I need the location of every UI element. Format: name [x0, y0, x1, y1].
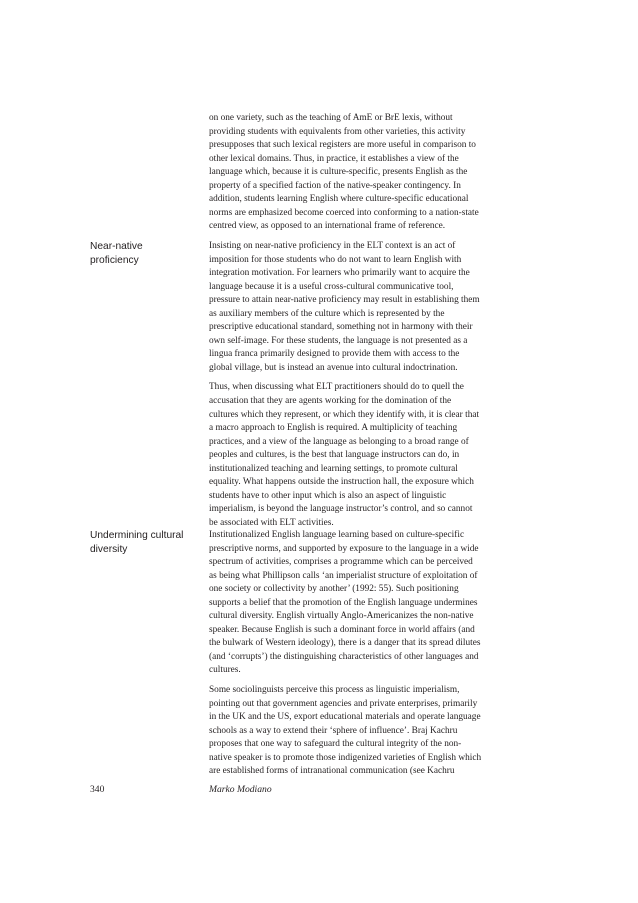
text-line: lingua franca primarily designed to provide them with access to the [209, 349, 460, 360]
text-line: (and ‘corrupts’) the distinguishing characteristics of other languages and [209, 651, 479, 662]
text-line: one society or collectivity by another’ (1992: 55). Such positioning [209, 584, 459, 595]
text-line: addition, students learning English where culture-specific educational [209, 194, 469, 205]
heading-line: Near-native [90, 241, 143, 252]
text-line: equality. What happens outside the instruction hall, the exposure which [209, 477, 474, 488]
text-line: proposes that one way to safeguard the cultural integrity of the non- [209, 739, 462, 750]
text-line: the bulwark of Western ideology), there is a danger that its spread dilutes [209, 638, 481, 649]
text-line: imposition for those students who do not want to learn English with [209, 254, 462, 265]
text-line: presupposes that such lexical registers are more useful in comparison to [209, 140, 476, 151]
text-line: supports a belief that the promotion of the English language undermines [209, 597, 478, 608]
text-line: Institutionalized English language learning based on culture-specific [209, 530, 465, 540]
text-line: pressure to attain near-native proficiency may result in establishing them [209, 295, 480, 306]
text-line: property of a specified faction of the native-speaker contingency. In [209, 180, 461, 191]
text-line: speaker. Because English is such a dominant force in world affairs (and [209, 624, 475, 635]
text-line: as auxiliary members of the culture which is represented by the [209, 308, 445, 319]
text-line: norms are emphasized become coerced into conforming to a nation-state [209, 207, 479, 218]
text-line: a macro approach to English is required. A multiplicity of teaching [209, 423, 458, 434]
text-line: native speaker is to promote those indigenized varieties of English which [209, 752, 482, 763]
text-line: Thus, when discussing what ELT practitioners should do to quell the [209, 382, 464, 393]
text-line: language because it is a useful cross-cultural communicative tool, [209, 281, 454, 292]
text-line: prescriptive norms, and supported by exposure to the language in a wide [209, 543, 479, 554]
running-author: Marko Modiano [209, 784, 272, 795]
body-paragraph [209, 684, 545, 779]
section-body-undermining-cultural-diversity [209, 529, 545, 779]
text-line: Some sociolinguists perceive this process as linguistic imperialism, [209, 685, 460, 696]
body-paragraph [209, 381, 545, 530]
text-line: accusation that they are agents working for the domination of the [209, 396, 452, 407]
text-line: students have to other input which is also an aspect of linguistic [209, 490, 447, 501]
text-line: global village, but is instead an avenue into cultural indoctrination. [209, 362, 458, 373]
body-paragraph [209, 529, 545, 678]
heading-line: proficiency [90, 255, 139, 267]
text-line: practices, and a view of the language as belonging to a broad range of [209, 436, 469, 447]
text-line: other lexical domains. Thus, in practice, it establishes a view of the [209, 153, 459, 164]
heading-line: diversity [90, 544, 128, 556]
text-line: as being what Phillipson calls ‘an imperialist structure of exploitation of [209, 570, 478, 581]
text-line: cultures which they represent, or which they identify with, it is clear that [209, 409, 480, 420]
text-line: schools as a way to extend their ‘sphere of influence’. Braj Kachru [209, 725, 458, 736]
text-line: peoples and cultures, is the best that language instructors can do, in [209, 450, 460, 461]
text-line: language which, because it is culture-specific, presents English as the [209, 167, 468, 178]
text-line: cultures. [209, 665, 241, 676]
text-line: pointing out that government agencies and private enterprises, primarily [209, 698, 478, 709]
body-paragraph [209, 240, 545, 375]
heading-line: Undermining cultural [90, 530, 184, 541]
text-line: cultural diversity. English virtually Anglo-Americanizes the non-native [209, 611, 474, 622]
text-line: providing students with equivalents from other varieties, this activity [209, 126, 466, 137]
text-line: centred view, as opposed to an international frame of reference. [209, 221, 446, 232]
text-line: imperialism, is beyond the language instructor’s control, and so cannot [209, 504, 473, 515]
continuation-paragraph [209, 112, 545, 234]
text-line: prescriptive educational standard, something not in harmony with their [209, 322, 473, 333]
text-line: be associated with ELT activities. [209, 517, 334, 528]
body-paragraph [209, 112, 545, 234]
section-heading-near-native-proficiency [90, 240, 205, 268]
text-line: institutionalized teaching and learning settings, to promote cultural [209, 463, 458, 474]
text-line: integration motivation. For learners who primarily want to acquire the [209, 268, 470, 279]
text-line: on one variety, such as the teaching of AmE or BrE lexis, without [209, 113, 453, 123]
text-line: spectrum of activities, comprises a programme which can be perceived [209, 557, 473, 568]
text-line: in the UK and the US, export educational materials and operate language [209, 712, 481, 723]
text-line: are established forms of intranational communication (see Kachru [209, 766, 455, 777]
section-heading-undermining-cultural-diversity [90, 529, 205, 557]
text-line: Insisting on near-native proficiency in the ELT context is an act of [209, 241, 456, 251]
page-number: 340 [90, 784, 105, 795]
section-body-near-native-proficiency [209, 240, 545, 530]
text-line: own self-image. For these students, the language is not presented as a [209, 335, 468, 346]
